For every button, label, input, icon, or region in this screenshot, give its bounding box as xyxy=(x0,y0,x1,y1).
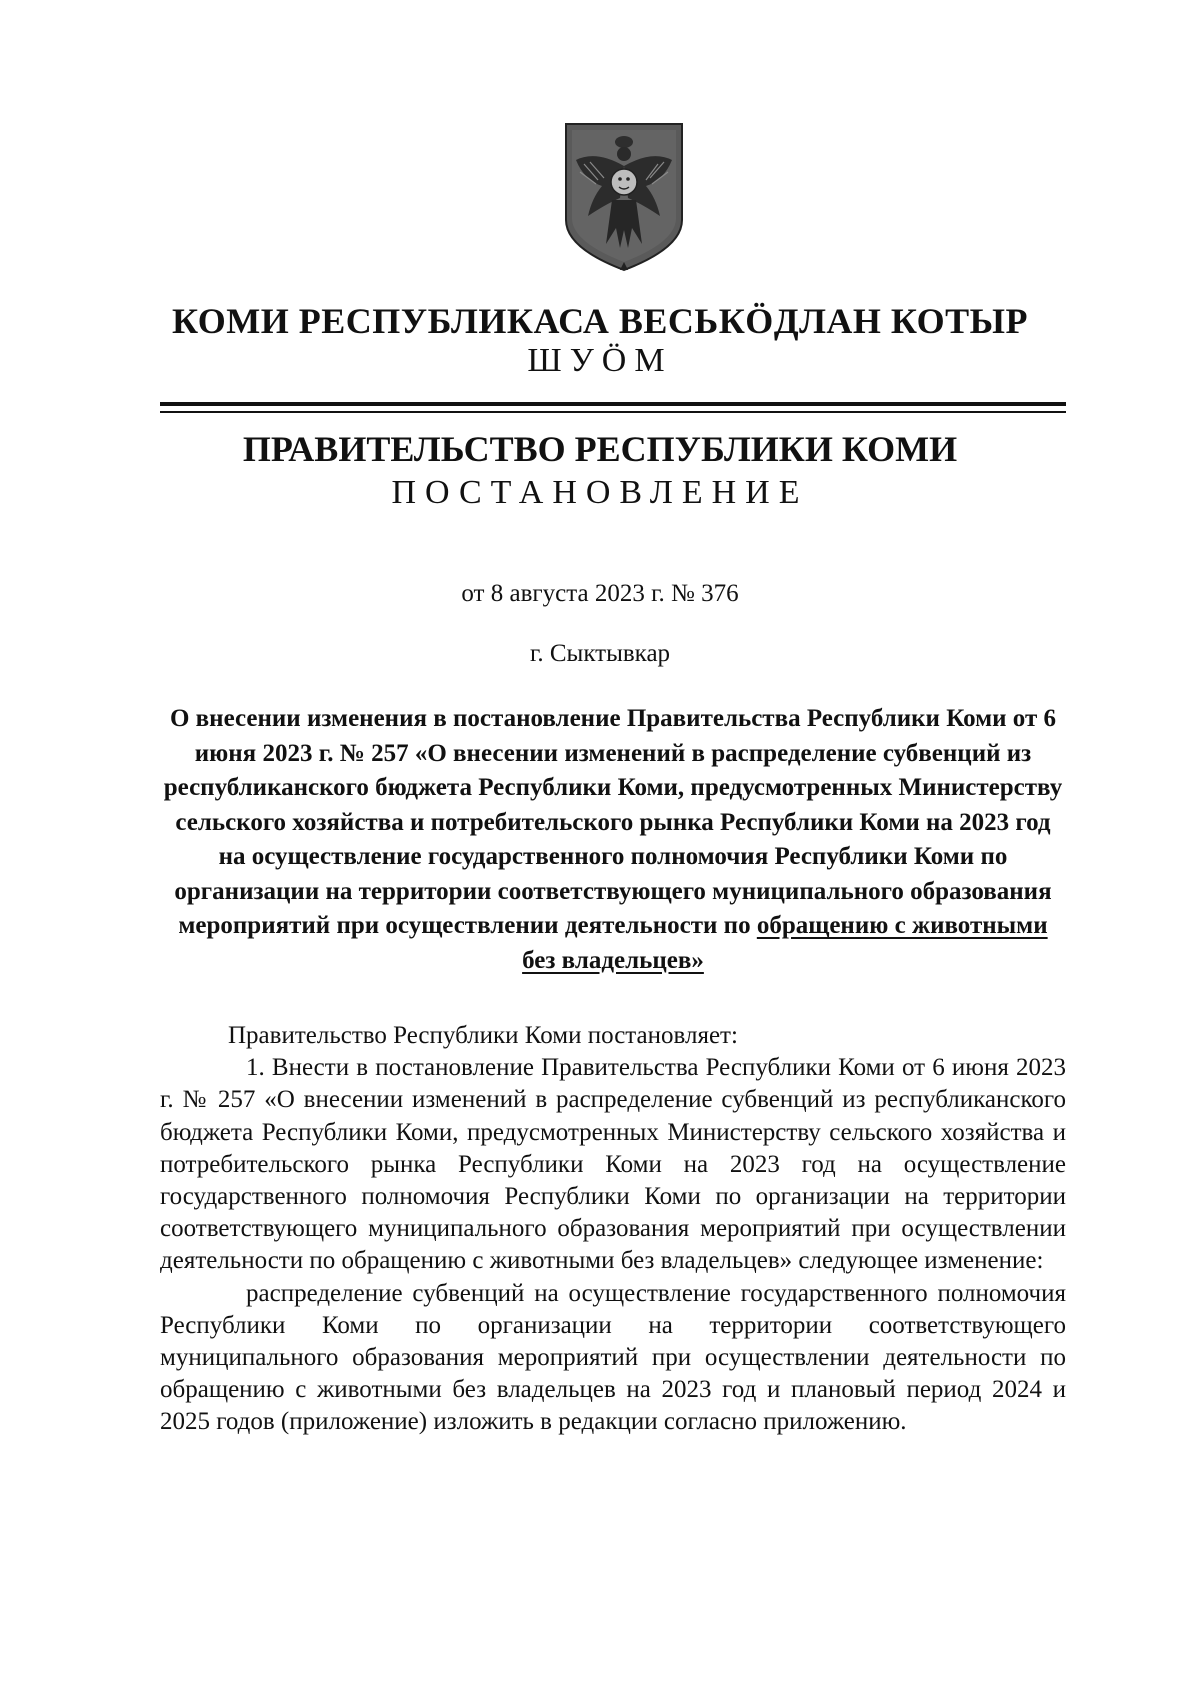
header-divider-thick xyxy=(160,402,1066,406)
decree-city: г. Сыктывкар xyxy=(529,640,671,667)
komi-coat-of-arms-icon xyxy=(562,120,686,272)
body-paragraph-1: 1. Внести в постановление Правительства Республики Коми от 6 июня 2023 г. № 257 «О внесении изменений в распределение субвенций из республиканского бюджета Республики Коми, предусмотренных Министерству сельского хозяйства и потребительского рынка Республики Коми на 2023 год на осуществление государственного полномочия Республики Коми по организации на территории соответствующего муниципального образования мероприятий при осуществлении деятельности по обращению с животными без владельцев» следующее изменение: xyxy=(160,1054,1066,1275)
komi-decree-label: ШУӦМ xyxy=(527,342,673,379)
decree-heading xyxy=(160,702,1066,978)
body-intro: Правительство Республики Коми постановляет: xyxy=(228,1022,738,1049)
decree-label: ПОСТАНОВЛЕНИЕ xyxy=(391,474,809,511)
komi-government-title: КОМИ РЕСПУБЛИКАСА ВЕСЬКӦДЛАН КОТЫР xyxy=(172,301,1028,341)
decree-date-number: от 8 августа 2023 г. № 376 xyxy=(461,580,739,607)
government-title: ПРАВИТЕЛЬСТВО РЕСПУБЛИКИ КОМИ xyxy=(242,429,958,469)
header-divider-thin xyxy=(160,411,1066,413)
body-paragraph-2: распределение субвенций на осуществление государственного полномочия Республики Коми по организации на территории соответствующего муниципального образования мероприятий при осуществлении деятельности по обращению с животными без владельцев на 2023 год и плановый период 2024 и 2025 годов (приложение) изложить в редакции согласно приложению. xyxy=(160,1279,1066,1436)
decree-heading-main: О внесении изменения в постановление Правительства Республики Коми от 6 июня 2023 г. № 257 «О внесении изменений в распределение субвенций из республиканского бюджета Республики Коми, предусмотренных Министерству сельского хозяйства и потребительского рынка Республики Коми на 2023 год на осуществление государственного полномочия Республики Коми по организации на территории соответствующего муниципального образования мероприятий при осуществлении деятельности по xyxy=(163,705,1063,939)
decree-body xyxy=(160,1020,1066,1439)
decree-heading-underlined: обращению с животными без владельцев» xyxy=(522,912,1048,974)
